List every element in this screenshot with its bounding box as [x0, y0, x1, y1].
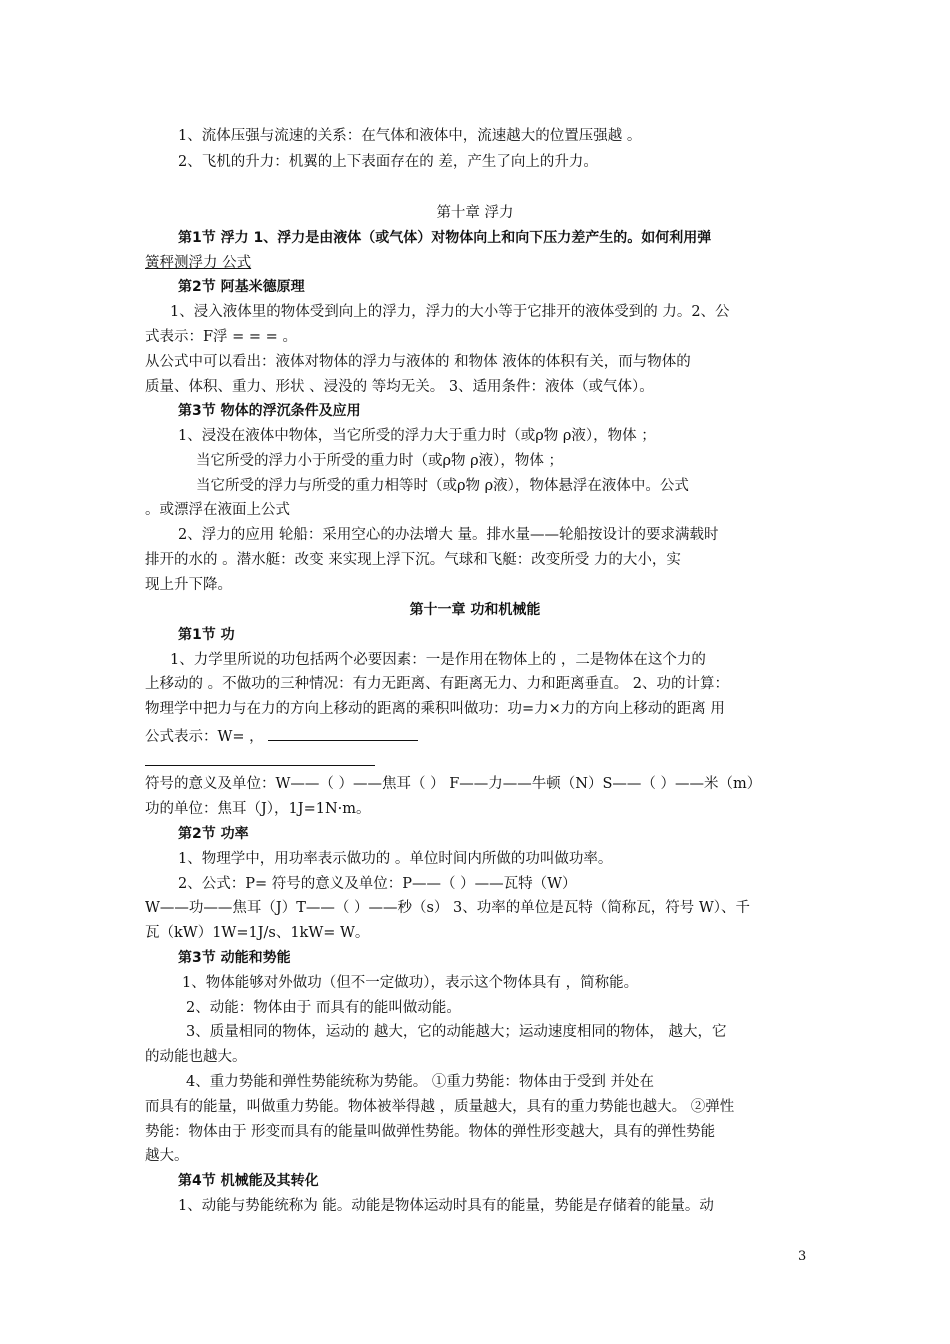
chapter-title: 第十章 浮力	[436, 205, 514, 221]
text-line	[145, 1122, 807, 1144]
text-segment: 1、流体压强与流速的关系：在气体和液体中，流速越大的位置压强越 。	[178, 128, 642, 144]
section-heading	[178, 625, 840, 647]
text-line	[145, 327, 807, 349]
text-segment: 1、物理学中，用功率表示做功的 。单位时间内所做的功叫做功率。	[178, 851, 613, 867]
text-segment: 1、力学里所说的功包括两个必要因素：一是作用在物体上的 ，二是物体在这个力的	[170, 652, 706, 668]
text-line	[145, 724, 807, 746]
text-line	[196, 476, 858, 498]
text-segment: 排开的水的 。潜水艇：改变 来实现上浮下沉。气球和飞艇：改变所受 力的大小，实	[145, 552, 681, 568]
text-segment: 簧秤测浮力 公式	[145, 255, 252, 271]
section-heading	[178, 1171, 840, 1193]
text-segment: 从公式中可以看出：液体对物体的浮力与液体的 和物体 液体的体积有关，而与物体的	[145, 354, 691, 370]
section-title: 第2节 阿基米德原理	[178, 279, 305, 295]
text-segment: 1、物体能够对外做功（但不一定做功），表示这个物体具有 ，简称能。	[182, 975, 639, 991]
text-line	[145, 550, 807, 572]
formula-text: 式表示：F浮 = = = 。	[145, 329, 297, 345]
chapter-heading	[0, 203, 950, 225]
chapter-title: 第十一章 功和机械能	[409, 602, 541, 618]
text-line	[145, 575, 807, 597]
text-line	[178, 1196, 808, 1218]
text-segment: 2、飞机的升力：机翼的上下表面存在的 差，产生了向上的升力。	[178, 154, 598, 170]
text-line	[178, 874, 808, 896]
text-line	[145, 253, 807, 275]
text-segment: 2、公式：P= 符号的意义及单位：P——（ ）——瓦特（W）	[178, 876, 577, 892]
text-line	[145, 1047, 807, 1069]
answer-line	[145, 765, 375, 766]
text-segment: 4、重力势能和弹性势能统称为势能。 ①重力势能：物体由于受到 并处在	[186, 1074, 654, 1090]
text-segment: 上移动的 。不做功的三种情况：有力无距离、有距离无力、力和距离垂直。 2、功的计算：	[145, 676, 729, 692]
text-line	[145, 699, 807, 721]
text-segment: 瓦（kW）1W=1J/s、1kW= W。	[145, 925, 370, 941]
section-title: 第4节 机械能及其转化	[178, 1173, 319, 1189]
text-line	[145, 377, 807, 399]
section-heading	[178, 401, 840, 423]
text-line	[145, 1097, 807, 1119]
section-text: 第1节 浮力 1、浮力是由液体（或气体）对物体向上和向下压力差产生的。如何利用弹	[178, 230, 712, 246]
text-line	[145, 799, 807, 821]
text-segment: 质量、体积、重力、形状 、浸没的 等均无关。 3、适用条件：液体（或气体）。	[145, 379, 654, 395]
section-title: 第2节 功率	[178, 826, 249, 842]
section-title: 第1节 功	[178, 627, 235, 643]
text-line	[178, 426, 840, 448]
text-line	[170, 650, 832, 672]
text-line	[182, 973, 844, 995]
text-segment: 现上升下降。	[145, 577, 232, 593]
text-segment: 当它所受的浮力与所受的重力相等时（或ρ物 ρ液），物体悬浮在液体中。公式	[196, 478, 689, 494]
text-segment: 2、浮力的应用 轮船：采用空心的办法增大 量。排水量——轮船按设计的要求满载时	[178, 527, 719, 543]
chapter-heading	[0, 600, 950, 622]
text-segment: 。或漂浮在液面上公式	[145, 502, 290, 518]
section-heading	[178, 824, 840, 846]
text-segment: 物理学中把力与在力的方向上移动的距离的乘积叫做功：功=力×力的方向上移动的距离 用	[145, 701, 725, 717]
section-title: 第3节 动能和势能	[178, 950, 291, 966]
text-line	[145, 898, 807, 920]
section-heading	[178, 277, 840, 299]
text-line	[145, 774, 807, 796]
answer-blank	[268, 724, 418, 741]
text-line	[170, 302, 832, 324]
text-segment: 而具有的能量，叫做重力势能。物体被举得越 ，质量越大，具有的重力势能也越大。 ②弹性	[145, 1099, 735, 1115]
text-line	[178, 849, 840, 871]
text-line	[196, 451, 858, 473]
text-line	[186, 1072, 848, 1094]
text-line	[178, 525, 808, 547]
text-segment: 符号的意义及单位：W——（ ）——焦耳（ ） F——力——牛顿（N）S——（ ）——米（m）	[145, 776, 762, 792]
text-segment: 1、浸入液体里的物体受到向上的浮力，浮力的大小等于它排开的液体受到的 力。2、公	[170, 304, 730, 320]
section-heading	[178, 948, 840, 970]
text-line	[145, 1146, 807, 1168]
text-segment: 功的单位：焦耳（J），1J=1N·m。	[145, 801, 371, 817]
text-line	[145, 352, 807, 374]
text-segment: 1、动能与势能统称为 能。动能是物体运动时具有的能量，势能是存储着的能量。动	[178, 1198, 714, 1214]
text-line	[178, 152, 840, 174]
text-line	[145, 923, 807, 945]
text-line	[178, 228, 808, 250]
text-segment: 1、浸没在液体中物体，当它所受的浮力大于重力时（或ρ物 ρ液），物体 ；	[178, 428, 656, 444]
text-segment: 的动能也越大。	[145, 1049, 247, 1065]
text-segment: 3、质量相同的物体，运动的 越大，它的动能越大；运动速度相同的物体， 越大，它	[186, 1024, 727, 1040]
text-segment: 当它所受的浮力小于所受的重力时（或ρ物 ρ液），物体 ；	[196, 453, 564, 469]
text-segment: 越大。	[145, 1148, 189, 1164]
text-segment: 势能：物体由于 形变而具有的能量叫做弹性势能。物体的弹性形变越大，具有的弹性势能	[145, 1124, 716, 1140]
text-line	[186, 998, 848, 1020]
text-line	[145, 674, 807, 696]
text-segment: 公式表示：W= ，	[145, 729, 264, 745]
text-segment: 2、动能：物体由于 而具有的能叫做动能。	[186, 1000, 461, 1016]
text-segment: W——功——焦耳（J）T——（ ）——秒（s） 3、功率的单位是瓦特（简称瓦，符号 W）、千	[145, 900, 751, 916]
text-line	[178, 126, 840, 148]
section-title: 第3节 物体的浮沉条件及应用	[178, 403, 361, 419]
page-number: 3	[798, 1249, 807, 1264]
text-line	[186, 1022, 807, 1044]
text-line	[145, 500, 807, 522]
